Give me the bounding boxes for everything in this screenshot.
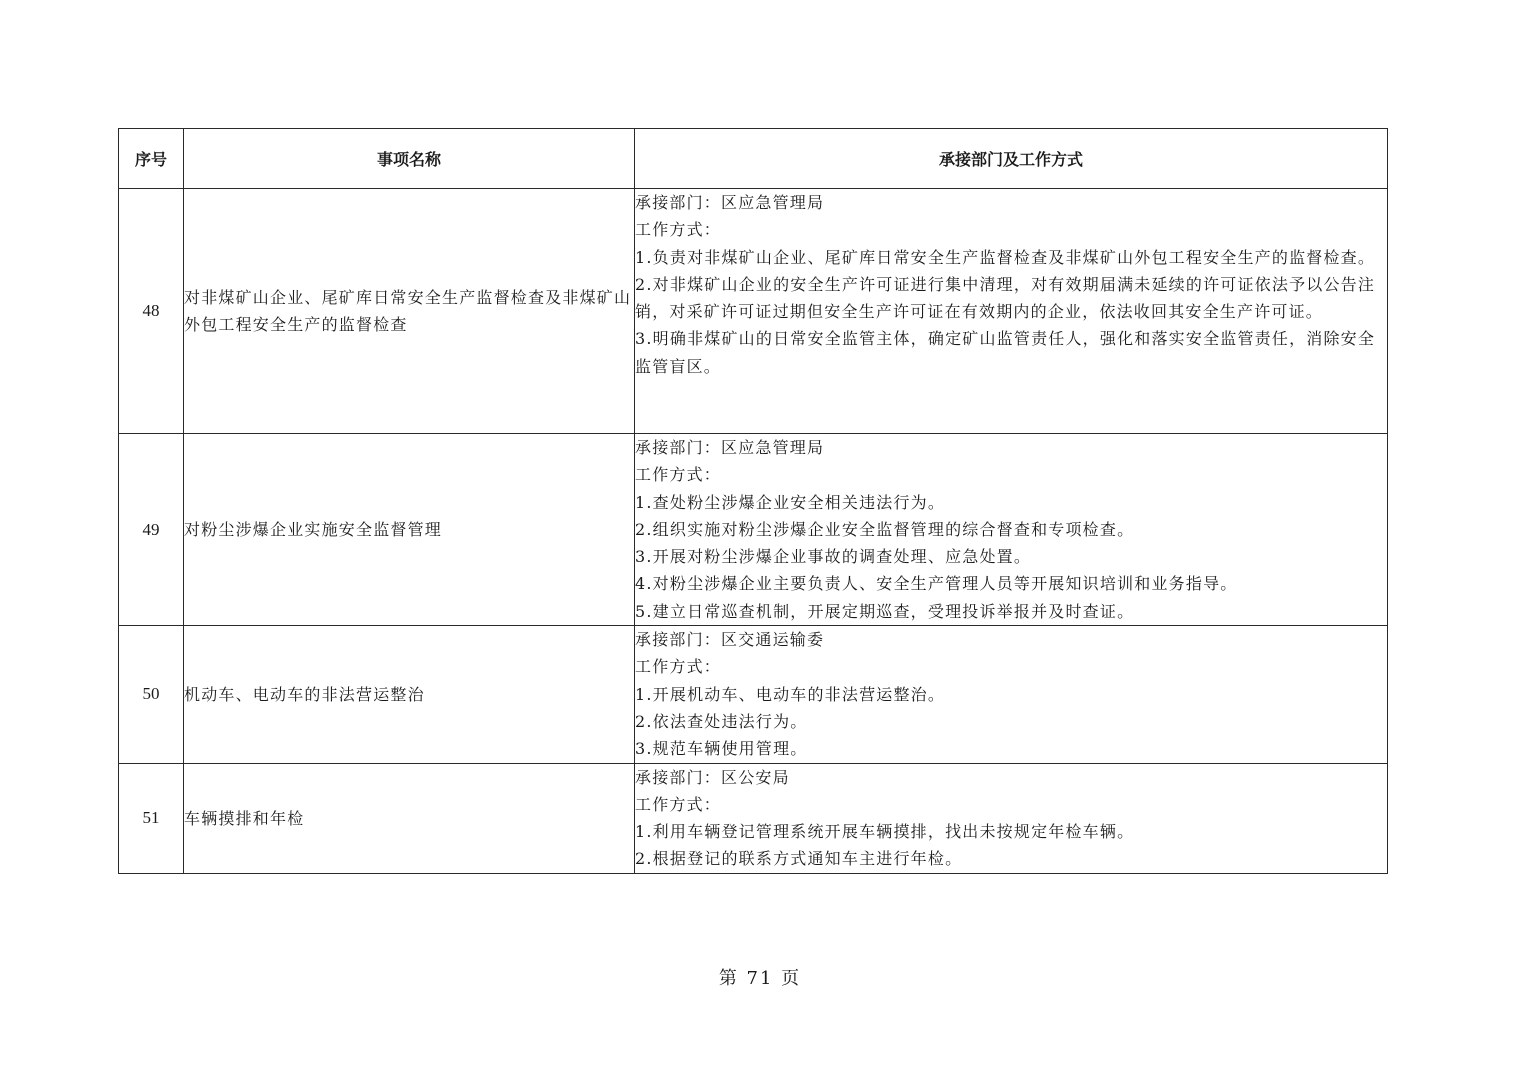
row-seq: 48 (119, 189, 184, 434)
method-list (635, 681, 1387, 763)
header-seq: 序号 (119, 129, 184, 189)
method-list (635, 818, 1387, 873)
row-seq: 50 (119, 626, 184, 763)
row-dept (635, 189, 1388, 434)
department-line: 承接部门：区公安局 (635, 767, 790, 787)
department-line: 承接部门：区交通运输委 (635, 630, 825, 650)
row-name: 对非煤矿山企业、尾矿库日常安全生产监督检查及非煤矿山外包工程安全生产的监督检查 (184, 189, 635, 434)
method-item: 1.查处粉尘涉爆企业安全相关违法行为。 (635, 492, 946, 512)
method-item: 2.对非煤矿山企业的安全生产许可证进行集中清理，对有效期届满未延续的许可证依法予以公告注销，对采矿许可证过期但安全生产许可证在有效期内的企业，依法收回其安全生产许可证。 (635, 274, 1376, 322)
table-row (119, 626, 1388, 763)
method-item: 2.根据登记的联系方式通知车主进行年检。 (635, 849, 963, 869)
table-row (119, 189, 1388, 434)
row-dept (635, 626, 1388, 763)
method-item: 1.负责对非煤矿山企业、尾矿库日常安全生产监督检查及非煤矿山外包工程安全生产的监督检查。 (635, 247, 1376, 267)
row-seq: 49 (119, 434, 184, 626)
table-row (119, 763, 1388, 873)
method-list (635, 244, 1387, 380)
row-name: 车辆摸排和年检 (184, 763, 635, 873)
department-line: 承接部门：区应急管理局 (635, 193, 825, 212)
header-name: 事项名称 (184, 129, 635, 189)
page-number: 第 71 页 (718, 968, 802, 989)
matters-table (118, 128, 1388, 874)
method-item: 3.开展对粉尘涉爆企业事故的调查处理、应急处置。 (635, 547, 1032, 567)
row-dept (635, 763, 1388, 873)
method-label: 工作方式： (635, 220, 722, 240)
header-dept: 承接部门及工作方式 (635, 129, 1388, 189)
method-item: 2.依法查处违法行为。 (635, 711, 808, 731)
method-item: 3.规范车辆使用管理。 (635, 739, 808, 759)
method-item: 5.建立日常巡查机制，开展定期巡查，受理投诉举报并及时查证。 (635, 601, 1135, 621)
row-dept (635, 434, 1388, 626)
department-line: 承接部门：区应急管理局 (635, 438, 825, 457)
method-list (635, 489, 1387, 625)
method-item: 1.利用车辆登记管理系统开展车辆摸排，找出未按规定年检车辆。 (635, 822, 1135, 842)
method-item: 3.明确非煤矿山的日常安全监管主体，确定矿山监管责任人，强化和落实安全监管责任，消除安全监管盲区。 (635, 329, 1376, 376)
method-item: 2.组织实施对粉尘涉爆企业安全监督管理的综合督查和专项检查。 (635, 519, 1135, 539)
method-item: 4.对粉尘涉爆企业主要负责人、安全生产管理人员等开展知识培训和业务指导。 (635, 574, 1238, 594)
method-label: 工作方式： (635, 657, 722, 677)
method-label: 工作方式： (635, 794, 722, 814)
method-item: 1.开展机动车、电动车的非法营运整治。 (635, 684, 946, 704)
table-row (119, 434, 1388, 626)
row-seq: 51 (119, 763, 184, 873)
row-name: 对粉尘涉爆企业实施安全监督管理 (184, 434, 635, 626)
table-header-row (119, 129, 1388, 189)
row-name: 机动车、电动车的非法营运整治 (184, 626, 635, 763)
method-label: 工作方式： (635, 465, 722, 485)
